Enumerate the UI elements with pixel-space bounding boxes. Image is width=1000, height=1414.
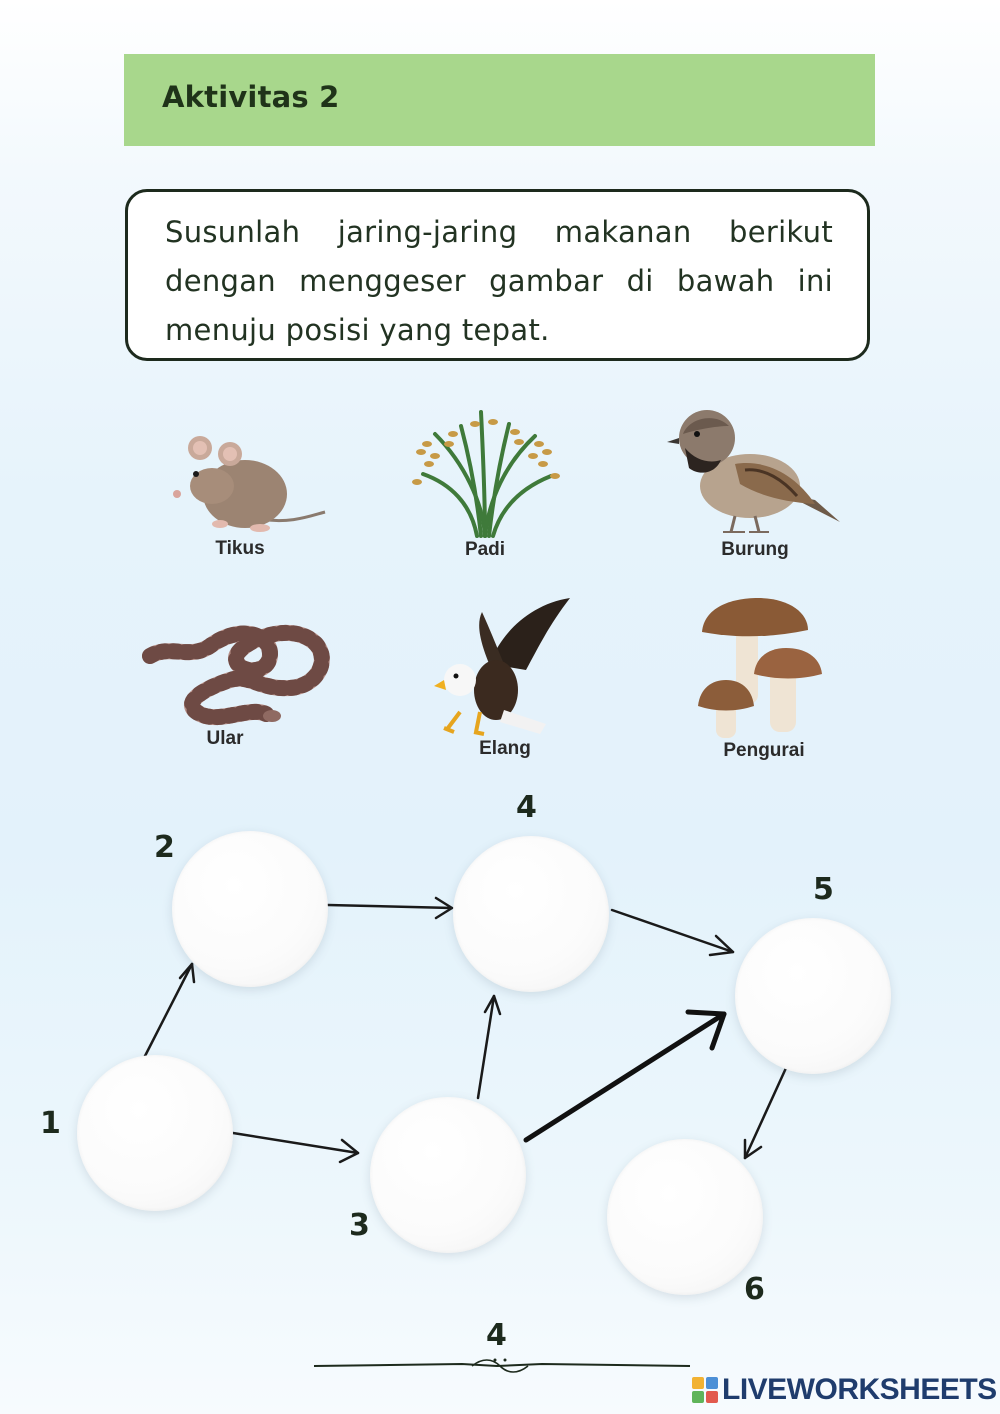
mouse-icon [150,424,330,542]
drop-slot-2[interactable] [172,831,328,987]
slot-number-6: 6 [744,1272,765,1307]
drop-slot-6[interactable] [607,1139,763,1295]
arrow-3-to-5 [526,1014,724,1140]
arrow-1-to-2 [145,964,192,1056]
card-tikus[interactable] [150,424,330,564]
slot-number-1: 1 [40,1106,61,1141]
drop-slot-3[interactable] [370,1097,526,1253]
drop-slot-1[interactable] [77,1055,233,1211]
rice-plant-icon [405,404,565,540]
brand-name: LIVEWORKSHEETS [722,1373,997,1406]
sparrow-icon [665,404,845,538]
card-elang[interactable] [430,594,580,764]
arrow-5-to-6 [745,1068,786,1158]
card-pengurai[interactable] [690,594,838,764]
card-padi[interactable] [405,404,565,564]
snake-icon [140,614,330,730]
liveworksheets-logo [692,1372,997,1408]
slot-number-2: 2 [154,830,175,865]
instruction-text: Susunlah jaring-jaring makanan berikut dengan menggeser gambar di bawah ini menuju posisi yang tepat. [165,215,833,347]
activity-title: Aktivitas 2 [162,80,340,114]
arrow-1-to-3 [233,1133,358,1153]
instruction-box [125,189,870,361]
slot-number-3: 3 [349,1208,370,1243]
ornament-divider [312,1356,692,1376]
arrow-4-to-5 [612,910,733,952]
slot-number-4: 4 [516,790,537,825]
activity-banner [124,54,875,146]
mushroom-icon [690,594,838,740]
slot-number-5: 5 [813,872,834,907]
arrow-3-to-4 [478,996,494,1098]
card-label-burung: Burung [721,539,789,560]
card-label-tikus: Tikus [215,538,265,559]
card-label-ular: Ular [206,728,244,749]
drop-slot-4[interactable] [453,836,609,992]
liveworksheets-logo-icon [692,1377,718,1403]
arrow-2-to-4 [328,905,452,908]
card-label-pengurai: Pengurai [723,740,805,761]
card-burung[interactable] [665,404,845,564]
card-label-padi: Padi [464,539,506,560]
page-number: 4 [486,1318,507,1353]
drop-slot-5[interactable] [735,918,891,1074]
card-ular[interactable] [140,614,330,754]
card-label-elang: Elang [479,738,531,759]
eagle-icon [430,594,580,744]
